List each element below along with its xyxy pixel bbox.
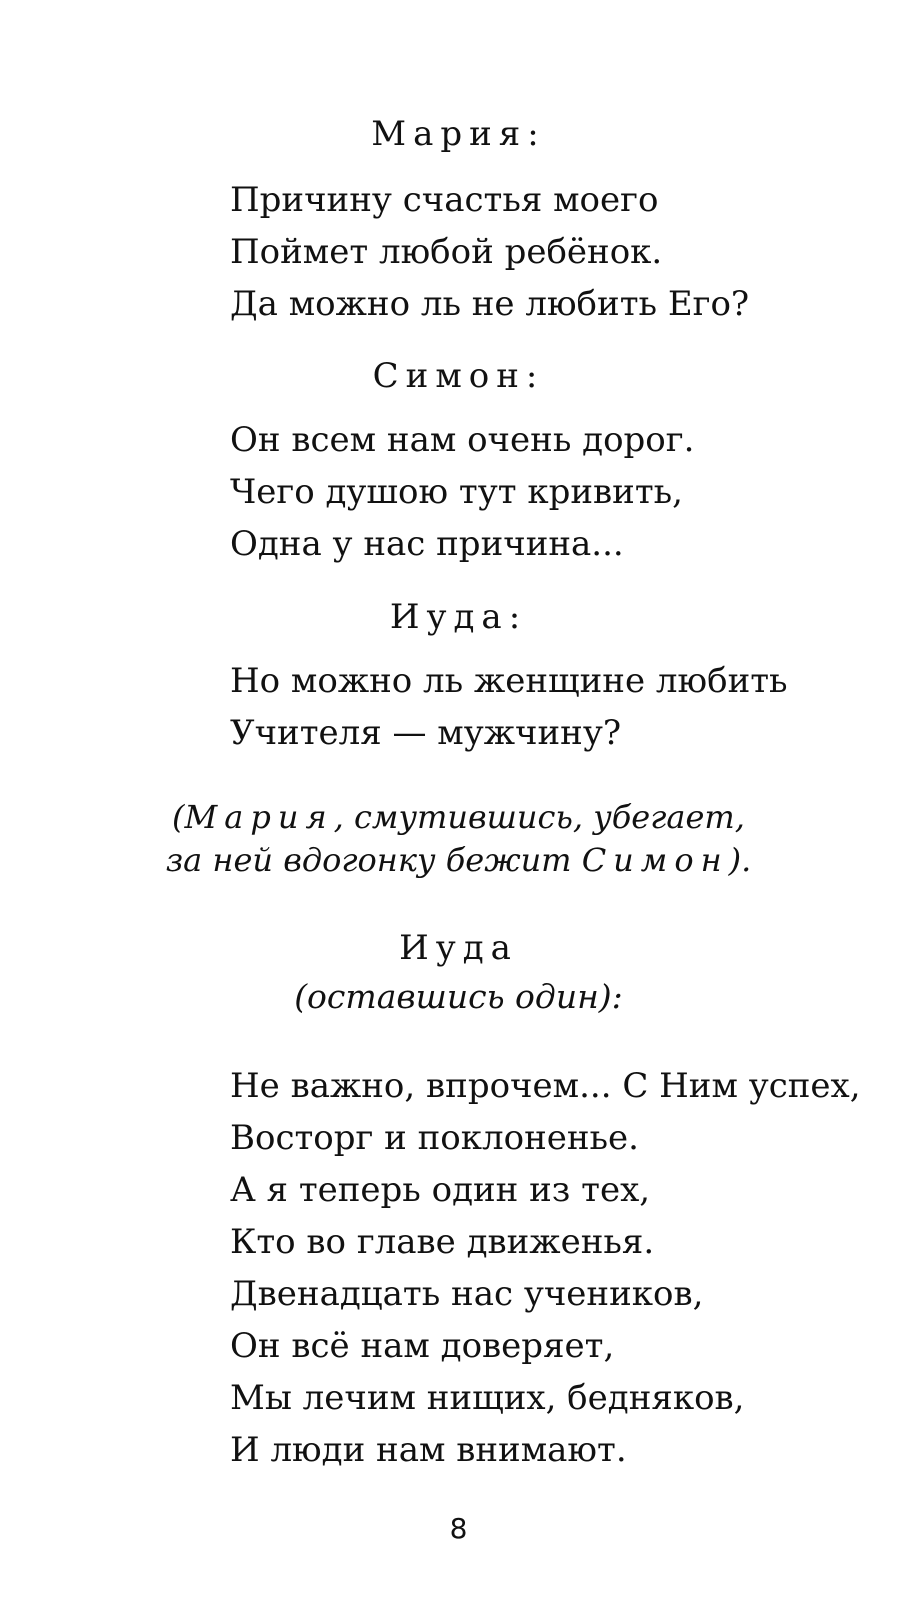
stage-direction-line-1 bbox=[0, 797, 917, 837]
verse-line: Поймет любой ребёнок. bbox=[230, 232, 663, 272]
verse-line: Одна у нас причина... bbox=[230, 524, 624, 564]
verse-line: Учителя — мужчину? bbox=[230, 713, 622, 753]
stanza-iuda bbox=[230, 655, 788, 759]
speaker-simon: Симон: bbox=[372, 356, 545, 396]
verse-line: Не важно, впрочем... С Ним успех, bbox=[230, 1066, 861, 1106]
verse-line: Мы лечим нищих, бедняков, bbox=[230, 1378, 745, 1418]
verse-line: Да можно ль не любить Его? bbox=[230, 284, 750, 324]
speaker-iuda: Иуда: bbox=[389, 597, 528, 637]
verse-line: Чего душою тут кривить, bbox=[230, 472, 683, 512]
verse-line: Причину счастья моего bbox=[230, 180, 659, 220]
stanza-simon bbox=[230, 414, 694, 570]
verse-line: Восторг и поклоненье. bbox=[230, 1118, 639, 1158]
stage-text: за ней вдогонку бежит bbox=[165, 841, 582, 879]
stage-paren-open: ( bbox=[172, 798, 185, 836]
stage-text: ). bbox=[728, 841, 752, 879]
page-number: 8 bbox=[449, 1512, 468, 1545]
verse-line: А я теперь один из тех, bbox=[230, 1170, 651, 1210]
stage-name-simon: Симон bbox=[581, 841, 729, 879]
stage-name-maria: Мария bbox=[184, 798, 334, 836]
stanza-maria bbox=[230, 174, 749, 330]
speaker-iuda-2: Иуда bbox=[399, 928, 518, 968]
stanza-iuda-monologue bbox=[230, 1060, 861, 1476]
verse-line: Кто во главе движенья. bbox=[230, 1222, 655, 1262]
stage-direction-line-2 bbox=[0, 840, 917, 880]
verse-line: Он всё нам доверяет, bbox=[230, 1326, 615, 1366]
speaker-maria: Мария: bbox=[371, 114, 546, 154]
speaker-remark: (оставшись один): bbox=[294, 977, 623, 1016]
verse-line: Но можно ль женщине любить bbox=[230, 661, 788, 701]
verse-line: И люди нам внимают. bbox=[230, 1430, 627, 1470]
verse-line: Двенадцать нас учеников, bbox=[230, 1274, 704, 1314]
verse-line: Он всем нам очень дорог. bbox=[230, 420, 695, 460]
stage-text: , смутившись, убегает, bbox=[333, 798, 745, 836]
